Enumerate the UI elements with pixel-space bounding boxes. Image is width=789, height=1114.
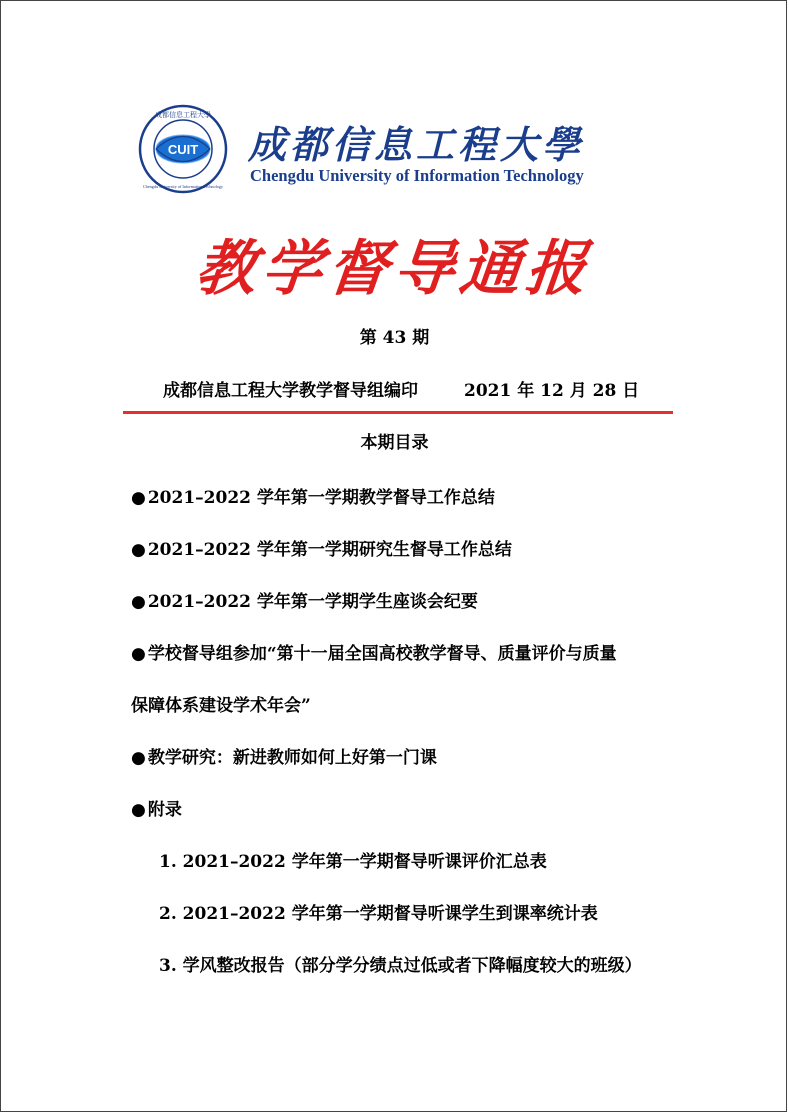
toc-item-text: 附录 (147, 800, 182, 820)
publish-date: 2021 年 12 月 28 日 (464, 381, 640, 401)
university-seal-icon (138, 104, 228, 194)
toc-title: 本期目录 (360, 433, 429, 453)
university-name-chinese: 成都信息工程大學 (248, 122, 585, 167)
toc-item (131, 535, 512, 560)
svg-text:CUIT: CUIT (167, 142, 199, 157)
toc-item-continuation (131, 691, 311, 716)
svg-text:成都信息工程大學: 成都信息工程大學 (155, 111, 211, 119)
bullet-icon: ● (131, 748, 146, 768)
bulletin-title: 教学督导通报 (192, 234, 596, 304)
publisher-line (163, 376, 639, 401)
university-logo (138, 104, 628, 204)
appendix-item: 3. 学风整改报告（部分学分绩点过低或者下降幅度较大的班级） (159, 956, 642, 976)
svg-text:Chengdu University of Informat: Chengdu University of Information Technology (142, 184, 224, 189)
toc-item (131, 743, 437, 768)
appendix-item: 2. 2021–2022 学年第一学期督导听课学生到课率统计表 (159, 904, 598, 924)
appendix-item: 1. 2021–2022 学年第一学期督导听课评价汇总表 (159, 852, 547, 872)
toc-item-text: 2021–2022 学年第一学期学生座谈会纪要 (147, 592, 478, 612)
red-divider (123, 411, 673, 414)
bullet-icon: ● (131, 540, 146, 560)
university-name-english: Chengdu University of Information Technology (250, 166, 584, 185)
toc-item-text: 保障体系建设学术年会” (131, 696, 311, 716)
toc-item-appendix (131, 795, 182, 820)
bullet-icon: ● (131, 488, 146, 508)
bullet-icon: ● (131, 644, 146, 664)
toc-item-text: 学校督导组参加“第十一届全国高校教学督导、质量评价与质量 (147, 644, 617, 664)
toc-item (131, 587, 478, 612)
toc-item-text: 教学研究：新进教师如何上好第一门课 (147, 748, 437, 768)
issue-number: 第 43 期 (359, 328, 430, 348)
bullet-icon: ● (131, 592, 146, 612)
publisher-name: 成都信息工程大学教学督导组编印 (163, 381, 418, 401)
toc-item-text: 2021–2022 学年第一学期研究生督导工作总结 (147, 540, 512, 560)
toc-item (131, 639, 617, 664)
toc-item-text: 2021–2022 学年第一学期教学督导工作总结 (147, 488, 495, 508)
toc-item (131, 483, 495, 508)
bullet-icon: ● (131, 800, 146, 820)
